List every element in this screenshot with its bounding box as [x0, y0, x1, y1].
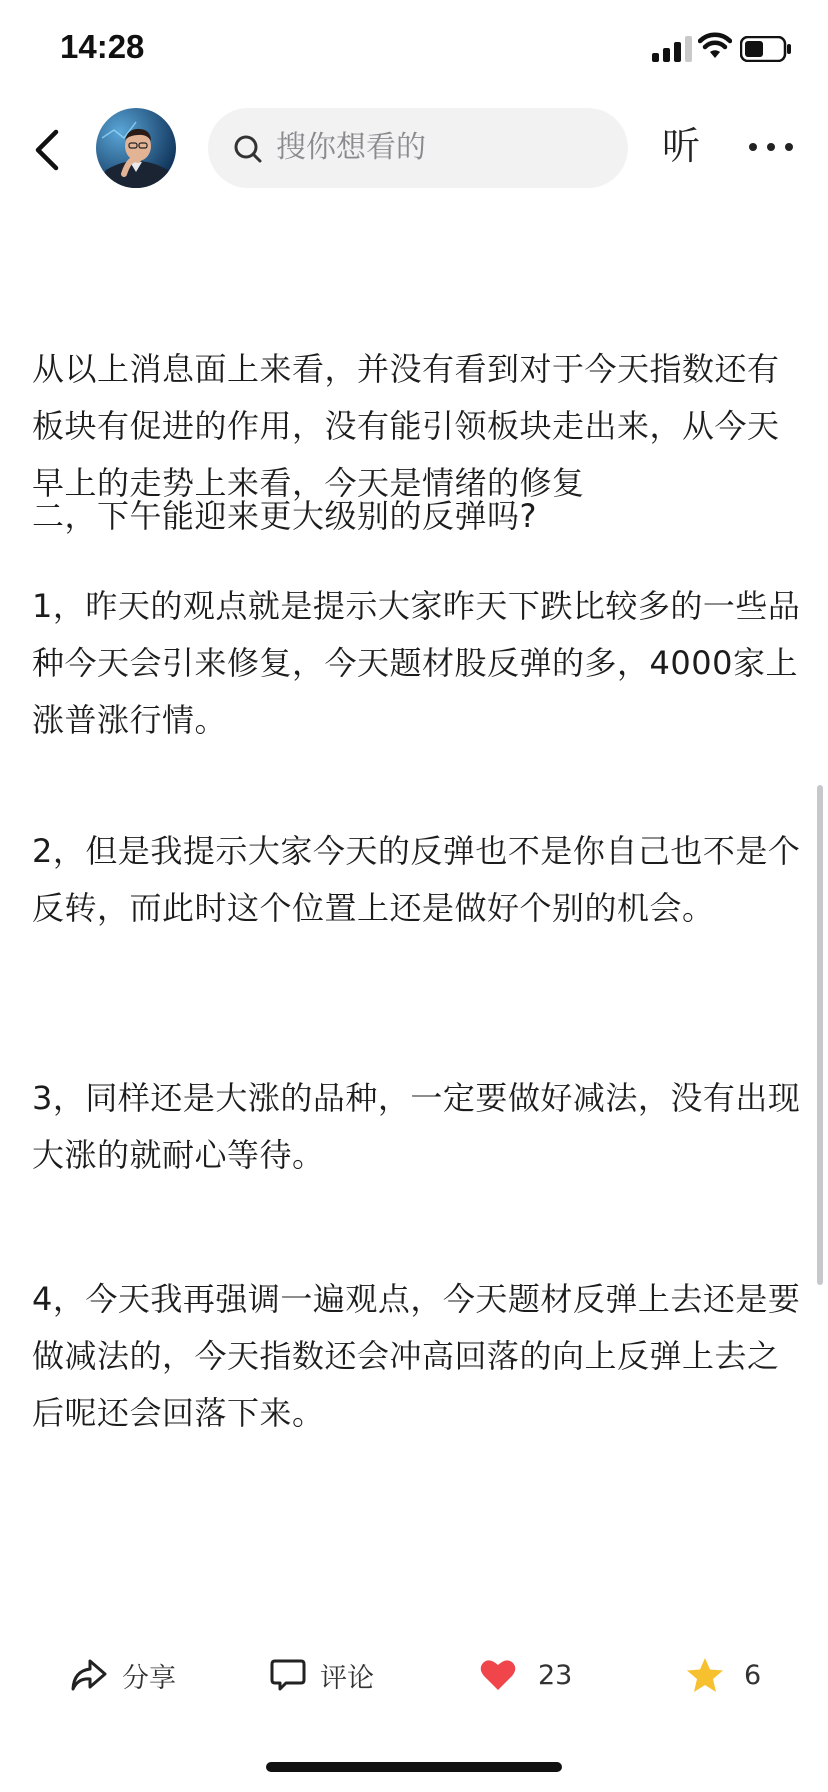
article-paragraph: 3，同样还是大涨的品种，一定要做好减法，没有出现大涨的就耐心等待。 — [32, 1079, 801, 1174]
article-subheading: 二，下午能迎来更大级别的反弹吗? — [32, 497, 537, 535]
heart-icon — [480, 1659, 516, 1691]
more-options-icon[interactable] — [748, 140, 794, 154]
back-arrow-icon[interactable] — [30, 128, 66, 172]
share-button[interactable] — [70, 1640, 176, 1710]
comment-icon — [270, 1658, 306, 1692]
status-time: 14:28 — [60, 28, 145, 65]
favorite-count: 6 — [744, 1659, 762, 1691]
battery-icon — [740, 36, 792, 62]
article-paragraph: 4，今天我再强调一遍观点，今天题材反弹上去还是要做减法的，今天指数还会冲高回落的向上反弹上去之后呢还会回落下来。 — [32, 1280, 801, 1432]
bottom-action-bar — [0, 1640, 828, 1710]
search-icon — [232, 133, 264, 165]
status-bar — [0, 0, 828, 100]
scrollbar[interactable] — [817, 785, 823, 1285]
favorite-button[interactable] — [686, 1640, 761, 1710]
article-paragraph: 2，但是我提示大家今天的反弹也不是你自己也不是个反转，而此时这个位置上还是做好个别的机会。 — [32, 832, 801, 927]
wifi-icon — [698, 32, 732, 60]
comment-button[interactable] — [270, 1640, 374, 1710]
top-nav-bar — [0, 100, 828, 200]
home-indicator — [266, 1762, 562, 1772]
search-placeholder: 搜你想看的 — [276, 130, 426, 165]
like-button[interactable] — [480, 1640, 572, 1710]
like-count: 23 — [538, 1659, 573, 1691]
search-input[interactable] — [208, 108, 628, 188]
author-avatar[interactable] — [96, 108, 176, 188]
avatar-image — [96, 108, 176, 188]
listen-button[interactable]: 听 — [662, 124, 701, 168]
article-paragraph: 1，昨天的观点就是提示大家昨天下跌比较多的一些品种今天会引来修复，今天题材股反弹的多，4000家上涨普涨行情。 — [32, 587, 801, 739]
article-paragraph: 从以上消息面上来看，并没有看到对于今天指数还有板块有促进的作用，没有能引领板块走出来，从今天早上的走势上来看，今天是情绪的修复 — [32, 350, 780, 502]
cellular-signal-icon — [652, 36, 694, 62]
share-icon — [70, 1658, 108, 1692]
comment-label: 评论 — [320, 1662, 374, 1694]
star-icon — [686, 1657, 724, 1693]
share-label: 分享 — [122, 1662, 176, 1694]
